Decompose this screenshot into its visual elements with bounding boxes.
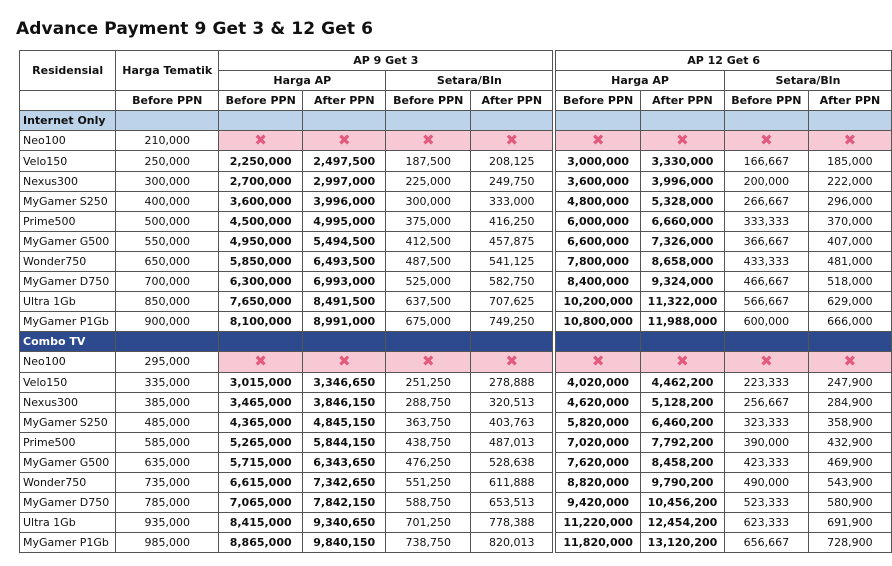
price-value: 296,000 [808,191,891,211]
harga-tematik-value: 785,000 [116,493,219,513]
package-name: MyGamer D750 [20,493,116,513]
table-row [20,513,892,533]
harga-tematik-value: 300,000 [116,171,219,191]
harga-tematik-value: 400,000 [116,191,219,211]
package-name: Prime500 [20,211,116,231]
price-value: 13,120,200 [641,533,725,553]
price-value: 5,715,000 [219,452,303,472]
price-value: 4,995,000 [303,211,386,231]
price-value: 2,497,500 [303,151,386,171]
price-value: 208,125 [471,151,553,171]
price-value: 623,333 [724,513,808,533]
table-row [20,171,892,191]
price-value: 3,000,000 [556,151,641,171]
price-value: 611,888 [471,472,553,492]
price-value: 481,000 [808,251,891,271]
price-value: 187,500 [386,151,471,171]
package-name: Nexus300 [20,171,116,191]
package-name: Ultra 1Gb [20,292,116,312]
not-available-icon: ✖ [556,131,641,151]
page-title: Advance Payment 9 Get 3 & 12 Get 6 [16,19,374,39]
price-value: 691,900 [808,513,891,533]
price-value: 300,000 [386,191,471,211]
price-value: 11,322,000 [641,292,725,312]
price-value: 11,220,000 [556,513,641,533]
price-value: 580,900 [808,493,891,513]
price-value: 5,850,000 [219,251,303,271]
price-value: 7,342,650 [303,472,386,492]
price-value: 518,000 [808,272,891,292]
price-value: 8,458,200 [641,452,725,472]
price-value: 656,667 [724,533,808,553]
price-value: 4,845,150 [303,412,386,432]
table-row [20,292,892,312]
not-available-icon: ✖ [386,131,471,151]
price-value: 588,750 [386,493,471,513]
package-name: Neo100 [20,131,116,151]
price-value: 476,250 [386,452,471,472]
header-ap9-setara-before-ppn: Before PPN [386,91,471,111]
price-value: 749,250 [471,312,553,332]
price-value: 10,800,000 [556,312,641,332]
table-row [20,211,892,231]
price-value: 390,000 [724,432,808,452]
package-name: Velo150 [20,372,116,392]
price-value: 629,000 [808,292,891,312]
price-value: 366,667 [724,231,808,251]
price-value: 225,000 [386,171,471,191]
price-value: 3,330,000 [641,151,725,171]
package-name: MyGamer S250 [20,412,116,432]
package-name: Wonder750 [20,251,116,271]
header-ap9: AP 9 Get 3 [219,51,553,71]
price-value: 8,400,000 [556,272,641,292]
harga-tematik-value: 935,000 [116,513,219,533]
section-label: Internet Only [20,111,116,131]
price-value: 247,900 [808,372,891,392]
price-value: 5,494,500 [303,231,386,251]
price-value: 323,333 [724,412,808,432]
not-available-icon: ✖ [641,131,725,151]
price-value: 6,600,000 [556,231,641,251]
price-value: 4,462,200 [641,372,725,392]
price-value: 4,020,000 [556,372,641,392]
price-value: 8,491,500 [303,292,386,312]
header-ap12-harga-ap: Harga AP [556,71,725,91]
price-value: 3,846,150 [303,392,386,412]
price-value: 370,000 [808,211,891,231]
price-value: 637,500 [386,292,471,312]
price-value: 432,900 [808,432,891,452]
price-value: 666,000 [808,312,891,332]
header-ap9-setara: Setara/Bln [386,71,553,91]
table-row [20,452,892,472]
section-label: Combo TV [20,332,116,352]
table-row [20,493,892,513]
price-value: 3,996,000 [303,191,386,211]
header-ap12-setara-before-ppn: Before PPN [724,91,808,111]
header-ap12-setara-after-ppn: After PPN [808,91,891,111]
harga-tematik-value: 385,000 [116,392,219,412]
price-value: 249,750 [471,171,553,191]
price-value: 333,000 [471,191,553,211]
price-value: 266,667 [724,191,808,211]
price-value: 707,625 [471,292,553,312]
not-available-icon: ✖ [556,352,641,372]
price-value: 3,600,000 [219,191,303,211]
price-value: 2,997,000 [303,171,386,191]
price-value: 8,820,000 [556,472,641,492]
price-value: 469,900 [808,452,891,472]
price-value: 728,900 [808,533,891,553]
table-row [20,432,892,452]
price-value: 10,456,200 [641,493,725,513]
price-value: 11,820,000 [556,533,641,553]
price-value: 9,840,150 [303,533,386,553]
price-value: 551,250 [386,472,471,492]
not-available-icon: ✖ [808,352,891,372]
price-value: 185,000 [808,151,891,171]
harga-tematik-value: 650,000 [116,251,219,271]
table-row [20,151,892,171]
price-value: 7,326,000 [641,231,725,251]
price-value: 9,340,650 [303,513,386,533]
header-ap12: AP 12 Get 6 [556,51,892,71]
price-value: 433,333 [724,251,808,271]
price-value: 7,650,000 [219,292,303,312]
price-value: 701,250 [386,513,471,533]
price-value: 4,950,000 [219,231,303,251]
package-name: Velo150 [20,151,116,171]
table-row [20,312,892,332]
harga-tematik-value: 210,000 [116,131,219,151]
price-value: 7,620,000 [556,452,641,472]
price-value: 675,000 [386,312,471,332]
price-value: 6,993,000 [303,272,386,292]
price-value: 487,013 [471,432,553,452]
table-row [20,251,892,271]
price-value: 8,865,000 [219,533,303,553]
harga-tematik-value: 500,000 [116,211,219,231]
harga-tematik-value: 900,000 [116,312,219,332]
not-available-icon: ✖ [724,131,808,151]
not-available-icon: ✖ [471,352,553,372]
price-value: 738,750 [386,533,471,553]
table-row [20,191,892,211]
price-value: 5,128,200 [641,392,725,412]
price-value: 9,420,000 [556,493,641,513]
price-value: 288,750 [386,392,471,412]
price-value: 2,250,000 [219,151,303,171]
table-row [20,231,892,251]
price-value: 2,700,000 [219,171,303,191]
price-value: 223,333 [724,372,808,392]
price-value: 3,346,650 [303,372,386,392]
not-available-icon: ✖ [471,131,553,151]
price-value: 6,615,000 [219,472,303,492]
price-value: 284,900 [808,392,891,412]
package-name: MyGamer G500 [20,452,116,472]
harga-tematik-value: 295,000 [116,352,219,372]
price-value: 487,500 [386,251,471,271]
section-header [20,111,892,131]
price-value: 5,820,000 [556,412,641,432]
price-value: 200,000 [724,171,808,191]
package-name: MyGamer G500 [20,231,116,251]
price-value: 416,250 [471,211,553,231]
price-value: 256,667 [724,392,808,412]
package-name: MyGamer S250 [20,191,116,211]
section-header [20,332,892,352]
price-value: 8,991,000 [303,312,386,332]
price-value: 653,513 [471,493,553,513]
price-value: 403,763 [471,412,553,432]
price-value: 566,667 [724,292,808,312]
pricing-table [19,50,892,553]
table-row [20,412,892,432]
price-value: 7,065,000 [219,493,303,513]
not-available-icon: ✖ [808,131,891,151]
harga-tematik-value: 585,000 [116,432,219,452]
price-value: 4,500,000 [219,211,303,231]
price-value: 5,265,000 [219,432,303,452]
header-ap12-harga-before-ppn: Before PPN [556,91,641,111]
harga-tematik-value: 985,000 [116,533,219,553]
price-value: 5,844,150 [303,432,386,452]
table-row [20,372,892,392]
price-value: 278,888 [471,372,553,392]
price-value: 320,513 [471,392,553,412]
price-value: 6,460,200 [641,412,725,432]
not-available-icon: ✖ [219,352,303,372]
price-value: 541,125 [471,251,553,271]
price-value: 6,300,000 [219,272,303,292]
price-value: 457,875 [471,231,553,251]
price-value: 490,000 [724,472,808,492]
price-value: 438,750 [386,432,471,452]
package-name: Wonder750 [20,472,116,492]
price-value: 10,200,000 [556,292,641,312]
price-value: 358,900 [808,412,891,432]
not-available-icon: ✖ [303,352,386,372]
harga-tematik-value: 700,000 [116,272,219,292]
package-name: Neo100 [20,352,116,372]
not-available-icon: ✖ [386,352,471,372]
price-value: 11,988,000 [641,312,725,332]
table-row [20,392,892,412]
table-row [20,352,892,372]
price-value: 3,015,000 [219,372,303,392]
price-value: 375,000 [386,211,471,231]
price-value: 7,800,000 [556,251,641,271]
harga-tematik-value: 550,000 [116,231,219,251]
package-name: Ultra 1Gb [20,513,116,533]
price-value: 582,750 [471,272,553,292]
price-value: 3,465,000 [219,392,303,412]
table-row [20,272,892,292]
table-row [20,533,892,553]
price-value: 251,250 [386,372,471,392]
not-available-icon: ✖ [641,352,725,372]
price-value: 4,365,000 [219,412,303,432]
price-value: 525,000 [386,272,471,292]
price-value: 7,792,200 [641,432,725,452]
price-value: 523,333 [724,493,808,513]
price-value: 407,000 [808,231,891,251]
price-value: 778,388 [471,513,553,533]
header-ap12-harga-after-ppn: After PPN [641,91,725,111]
price-value: 222,000 [808,171,891,191]
harga-tematik-value: 735,000 [116,472,219,492]
harga-tematik-value: 485,000 [116,412,219,432]
not-available-icon: ✖ [724,352,808,372]
price-value: 9,324,000 [641,272,725,292]
price-value: 8,415,000 [219,513,303,533]
price-value: 166,667 [724,151,808,171]
price-value: 8,100,000 [219,312,303,332]
table-row [20,131,892,151]
package-name: MyGamer D750 [20,272,116,292]
price-value: 820,013 [471,533,553,553]
package-name: Nexus300 [20,392,116,412]
harga-tematik-value: 850,000 [116,292,219,312]
header-residensial: Residensial [20,51,116,91]
harga-tematik-value: 635,000 [116,452,219,472]
header-ap9-harga-before-ppn: Before PPN [219,91,303,111]
price-value: 543,900 [808,472,891,492]
price-value: 6,343,650 [303,452,386,472]
price-value: 600,000 [724,312,808,332]
header-ap9-setara-after-ppn: After PPN [471,91,553,111]
price-value: 9,790,200 [641,472,725,492]
harga-tematik-value: 250,000 [116,151,219,171]
price-value: 7,842,150 [303,493,386,513]
header-ap9-harga-after-ppn: After PPN [303,91,386,111]
price-value: 12,454,200 [641,513,725,533]
price-value: 6,660,000 [641,211,725,231]
price-value: 8,658,000 [641,251,725,271]
header-ap12-setara: Setara/Bln [724,71,891,91]
package-name: MyGamer P1Gb [20,312,116,332]
price-value: 3,996,000 [641,171,725,191]
price-value: 4,800,000 [556,191,641,211]
header-ap9-harga-ap: Harga AP [219,71,386,91]
price-value: 333,333 [724,211,808,231]
price-value: 466,667 [724,272,808,292]
price-value: 3,600,000 [556,171,641,191]
price-value: 412,500 [386,231,471,251]
price-value: 6,493,500 [303,251,386,271]
header-harga-tematik: Harga Tematik [116,51,219,91]
price-value: 4,620,000 [556,392,641,412]
price-value: 363,750 [386,412,471,432]
price-value: 5,328,000 [641,191,725,211]
price-value: 6,000,000 [556,211,641,231]
table-row [20,472,892,492]
not-available-icon: ✖ [303,131,386,151]
not-available-icon: ✖ [219,131,303,151]
price-value: 423,333 [724,452,808,472]
price-value: 7,020,000 [556,432,641,452]
package-name: Prime500 [20,432,116,452]
price-value: 528,638 [471,452,553,472]
header-tematik-before-ppn: Before PPN [116,91,219,111]
harga-tematik-value: 335,000 [116,372,219,392]
package-name: MyGamer P1Gb [20,533,116,553]
